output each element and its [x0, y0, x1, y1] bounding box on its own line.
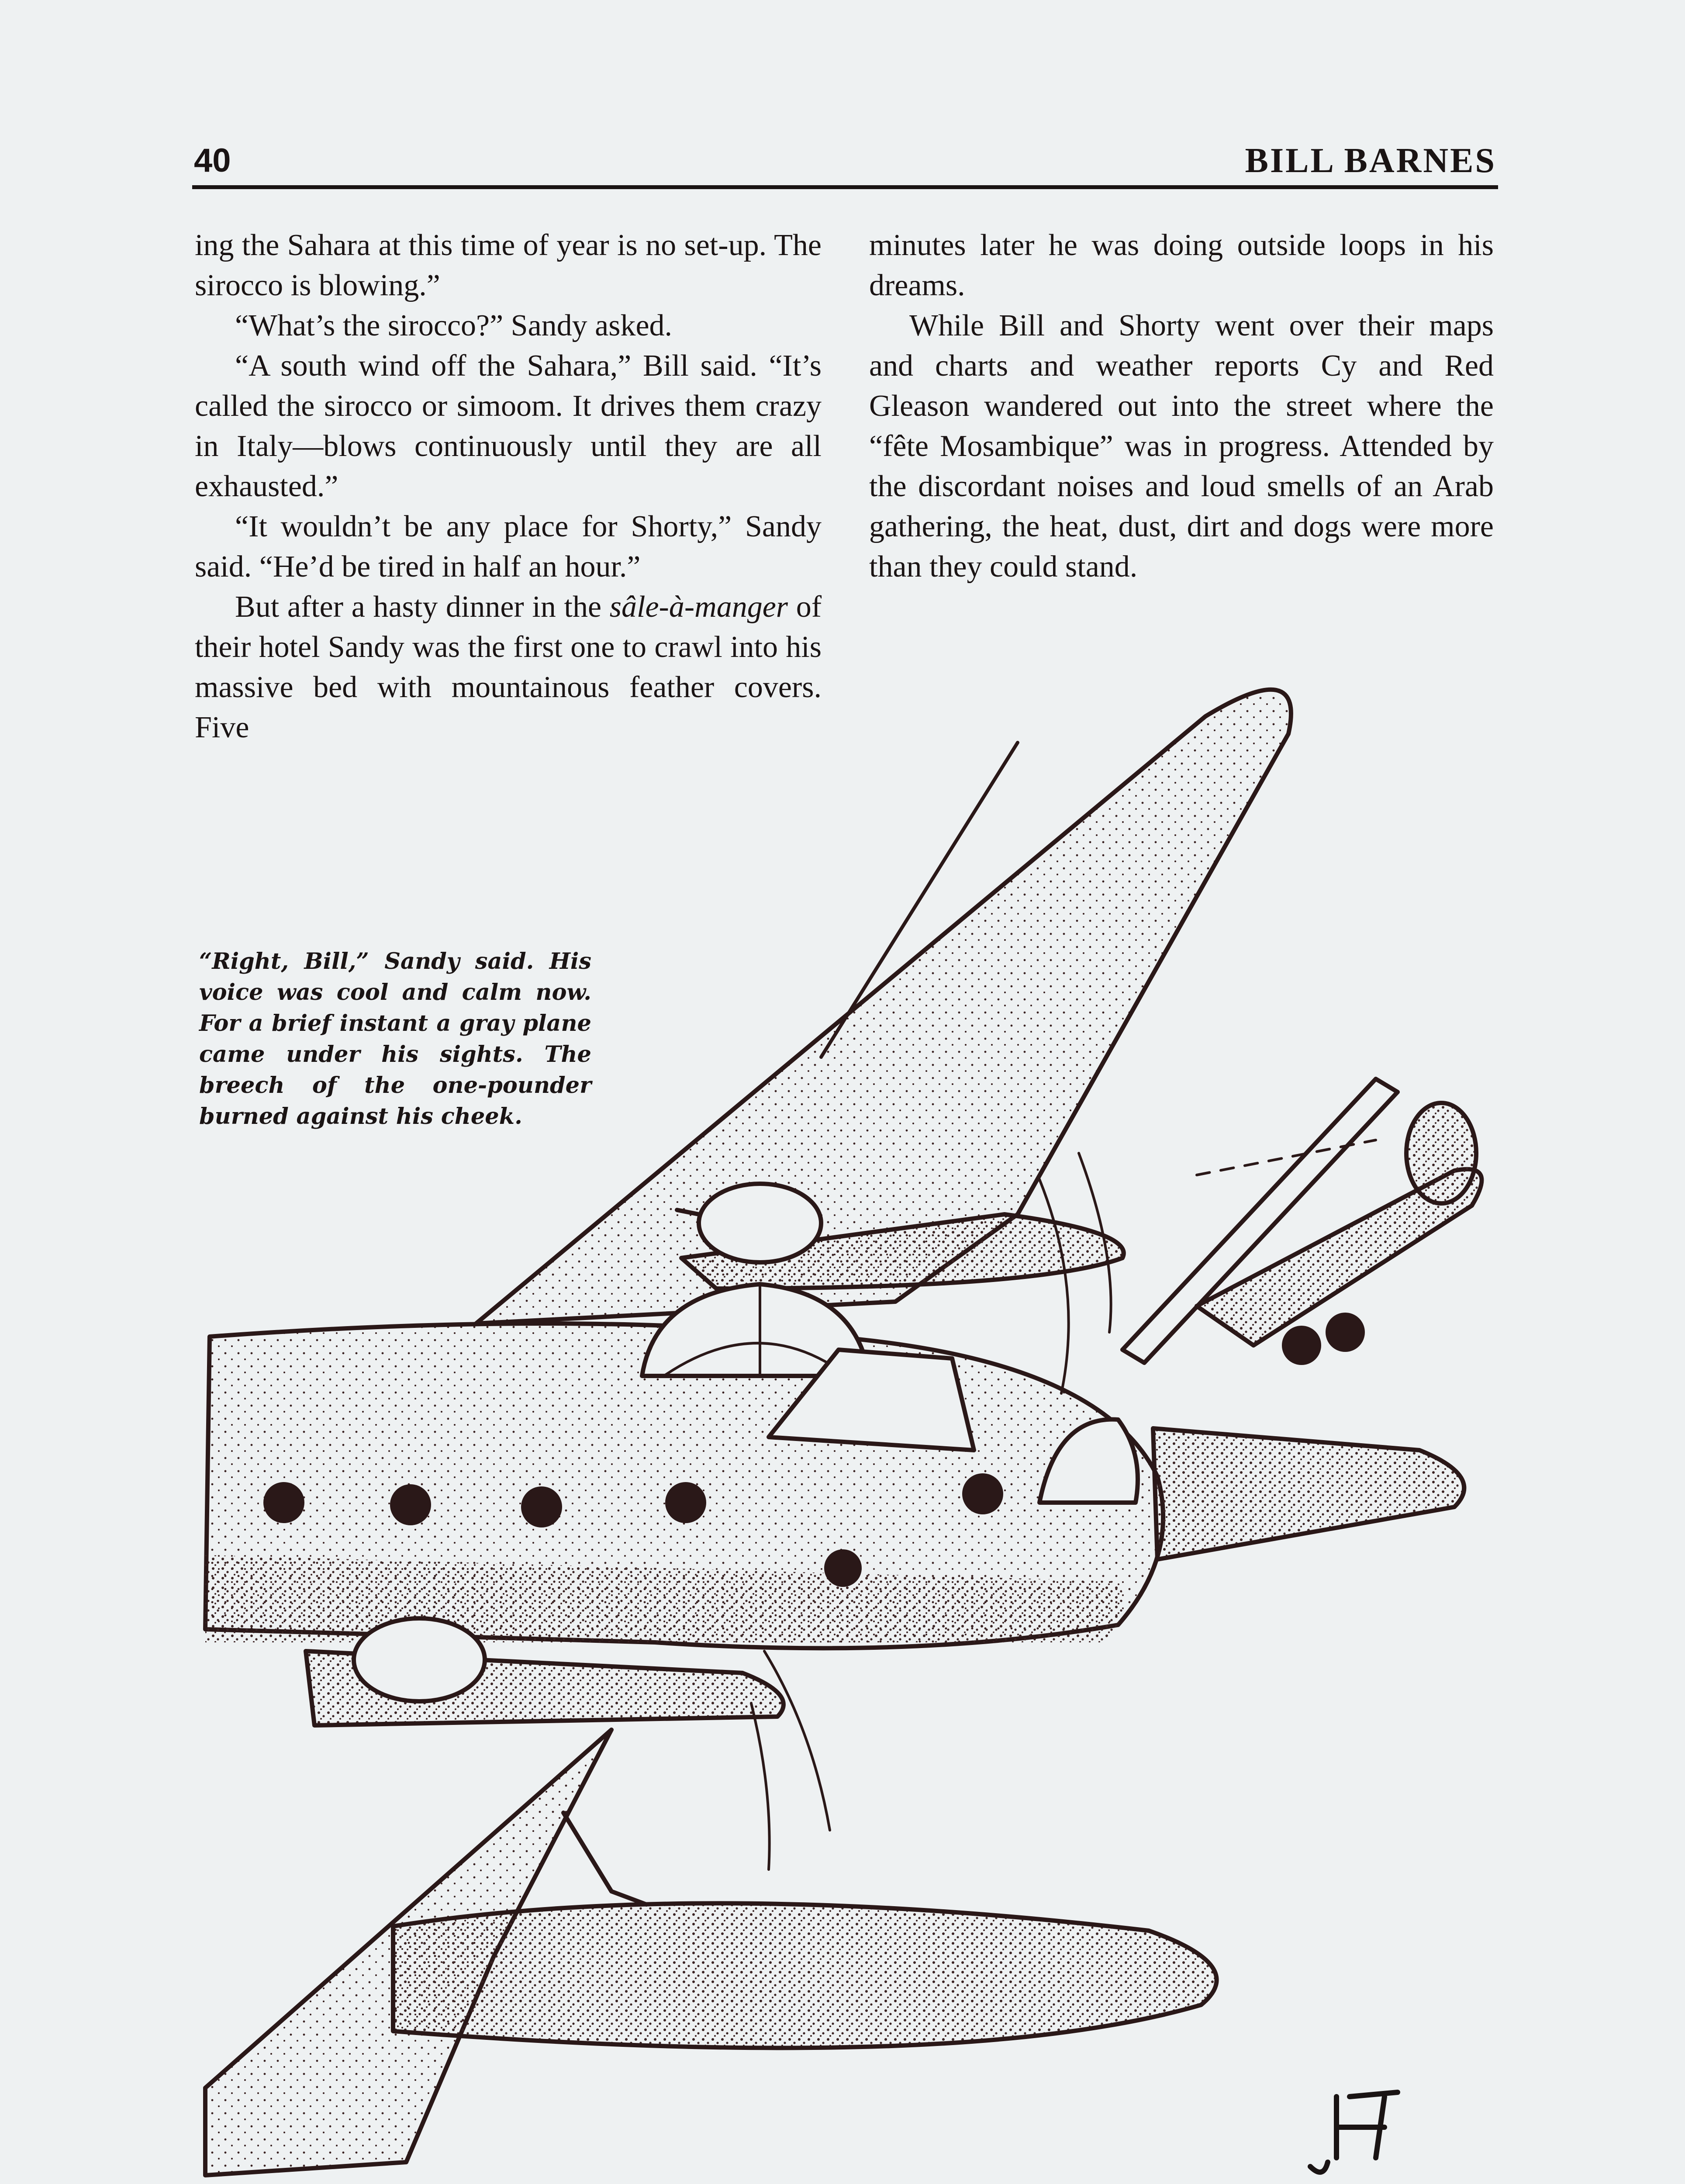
right-float: [1153, 1428, 1464, 1559]
running-head: BILL BARNES: [1245, 142, 1496, 180]
paragraph: ing the Sahara at this time of year is no set-up. The sirocco is blowing.”: [195, 228, 822, 302]
porthole: [266, 1484, 302, 1521]
attacking-biplane: [1122, 1079, 1482, 1363]
upper-gun-turret: [699, 1184, 821, 1262]
italic-term: sâle-à-manger: [609, 590, 788, 624]
paragraph: While Bill and Shorty went over their maps and charts and weather reports Cy and Red Gleason wandered out into the street where the “fête Mosambique” was in progress. Attended by the discordant noises and loud smells of an Arab gathering, the heat, dust, dirt and dogs were more than they could stand.: [869, 309, 1494, 584]
paragraph-text: But after a hasty dinner in the: [235, 590, 610, 624]
paragraph: minutes later he was doing outside loops in his dreams.: [869, 228, 1494, 302]
porthole: [392, 1486, 429, 1523]
lower-float: [393, 1903, 1217, 2048]
upper-wing: [476, 690, 1291, 1324]
porthole: [523, 1489, 560, 1525]
porthole: [667, 1484, 704, 1521]
float-strut: [563, 1813, 646, 1904]
lower-gun-turret: [354, 1618, 485, 1701]
paragraph: “A south wind off the Sahara,” Bill said. “It’s called the sirocco or simoom. It drives them crazy in Italy—blows continuously until they are all exhausted.”: [195, 349, 822, 503]
paragraph: “It wouldn’t be any place for Shorty,” Sandy said. “He’d be tired in half an hour.”: [195, 510, 822, 584]
illustration-caption: “Right, Bill,” Sandy said. His voice was cool and calm now. For a brief instant a gray plane came under his sights. The breech of the one-pounder burned against his cheek.: [199, 948, 591, 1130]
artist-monogram: [1310, 2092, 1398, 2172]
porthole: [826, 1552, 860, 1585]
page-number: 40: [194, 142, 231, 179]
porthole: [964, 1476, 1001, 1512]
paragraph-text: of their hotel Sandy was the first one to crawl into his massive bed with mountainous feather covers. Five: [195, 590, 822, 744]
paragraph: “What’s the sirocco?” Sandy asked.: [235, 309, 673, 342]
